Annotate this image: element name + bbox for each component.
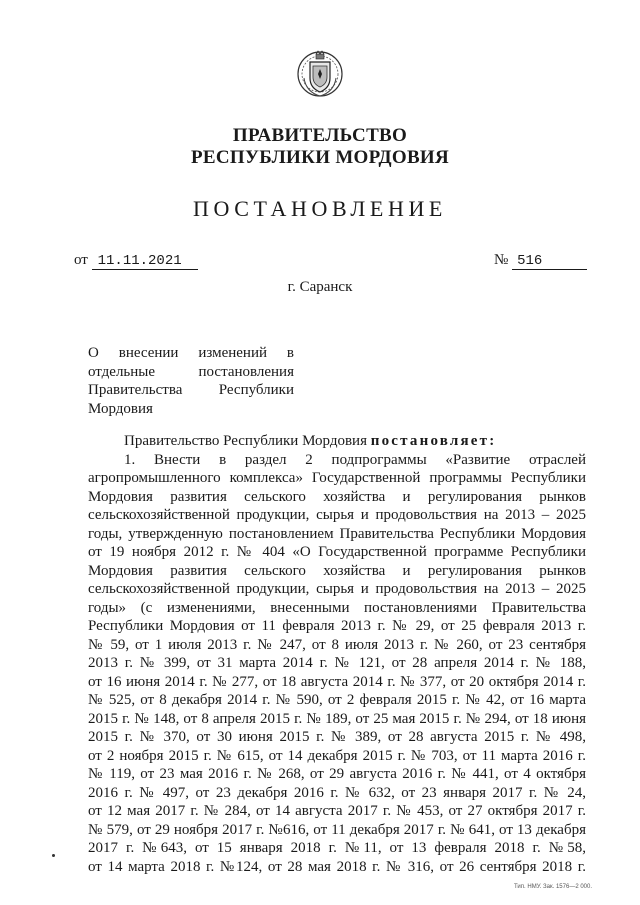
body-line: сельскохозяйственной продукции, сырья и продовольствия на 2013 – 2025 — [88, 507, 586, 523]
body-line: 1. Внести в раздел 2 подпрограммы «Развитие отраслей — [124, 451, 586, 468]
body-line: сельскохозяйственной продукции, сырья и продовольствия на 2013 – 2025 — [88, 581, 586, 597]
date-line — [74, 252, 198, 270]
body-line: 2013 г. № 399, от 31 марта 2014 г. № 121, от 28 апреля 2014 г. № 188, — [88, 655, 586, 671]
subject-line: отдельные постановления — [88, 363, 294, 380]
date-label: от — [74, 252, 88, 268]
body-line: от 12 мая 2017 г. № 284, от 14 августа 2017 г. № 453, от 27 октября 2017 г. — [88, 803, 586, 819]
preamble-text: Правительство Республики Мордовия — [124, 433, 371, 449]
body-line: 2015 г. № 148, от 8 апреля 2015 г. № 189, от 25 мая 2015 г. № 294, от 18 июня — [88, 710, 586, 727]
government-subtitle: РЕСПУБЛИКИ МОРДОВИЯ — [190, 147, 450, 168]
city: г. Саранск — [287, 279, 353, 295]
number-line — [494, 252, 587, 270]
body-line: от 16 июня 2014 г. № 277, от 18 августа 2014 г. № 377, от 20 октября 2014 г. — [88, 673, 586, 690]
preamble-emphasis: постановляет: — [370, 433, 497, 449]
government-title: ПРАВИТЕЛЬСТВО — [232, 125, 408, 146]
body-line: 2016 г. № 497, от 23 декабря 2016 г. № 632, от 23 января 2017 г. № 24, — [88, 784, 586, 801]
document-body — [88, 432, 586, 876]
margin-mark — [52, 854, 55, 857]
number-label: № — [494, 252, 509, 268]
preamble — [88, 432, 586, 451]
body-line: Республики Мордовия от 11 февраля 2013 г. № 29, от 25 февраля 2013 г. — [88, 618, 586, 634]
document-subject — [88, 344, 294, 418]
body-line: от 14 марта 2018 г. №124, от 28 мая 2018 г. № 316, от 26 сентября 2018 г. — [88, 858, 586, 875]
coat-of-arms-icon — [296, 48, 344, 100]
document-type: ПОСТАНОВЛЕНИЕ — [193, 196, 447, 221]
body-line: Мордовия развития сельского хозяйства и регулирования рынков — [88, 562, 586, 579]
subject-line: Мордовия — [88, 400, 153, 417]
body-line: № 59, от 1 июля 2013 г. № 247, от 8 июля 2013 г. № 260, от 23 сентября — [88, 636, 586, 653]
body-line: № 579, от 29 ноября 2017 г. №616, от 11 декабря 2017 г. № 641, от 13 декабря — [88, 821, 586, 838]
body-line: от 19 ноября 2012 г. № 404 «О Государственной программе Республики — [88, 544, 586, 560]
print-note: Тип. НМУ. Зак. 1576—2 000. — [514, 884, 592, 890]
subject-line: Правительства Республики — [88, 382, 294, 398]
body-line: годы» (с изменениями, внесенными постановлениями Правительства — [88, 599, 586, 616]
number-value: 516 — [512, 254, 587, 270]
body-line: агропромышленного комплекса» Государственной программы Республики — [88, 470, 586, 486]
body-line: от 2 ноября 2015 г. № 615, от 14 декабря 2015 г. № 703, от 11 марта 2016 г. — [88, 747, 586, 764]
body-line: Мордовия развития сельского хозяйства и регулирования рынков — [88, 488, 586, 505]
body-line: № 525, от 8 декабря 2014 г. № 590, от 2 февраля 2015 г. № 42, от 16 марта — [88, 692, 586, 708]
subject-line: О внесении изменений в — [88, 345, 294, 361]
body-line: № 119, от 23 мая 2016 г. № 268, от 29 августа 2016 г. № 441, от 4 октября — [88, 766, 586, 782]
body-line: 2015 г. № 370, от 30 июня 2015 г. № 389, от 28 августа 2015 г. № 498, — [88, 729, 586, 745]
body-line: годы, утвержденную постановлением Правительства Республики Мордовия — [88, 525, 586, 542]
body-line: 2017 г. №643, от 15 января 2018 г. №11, от 13 февраля 2018 г. №58, — [88, 840, 586, 856]
date-value: 11.11.2021 — [92, 254, 198, 270]
